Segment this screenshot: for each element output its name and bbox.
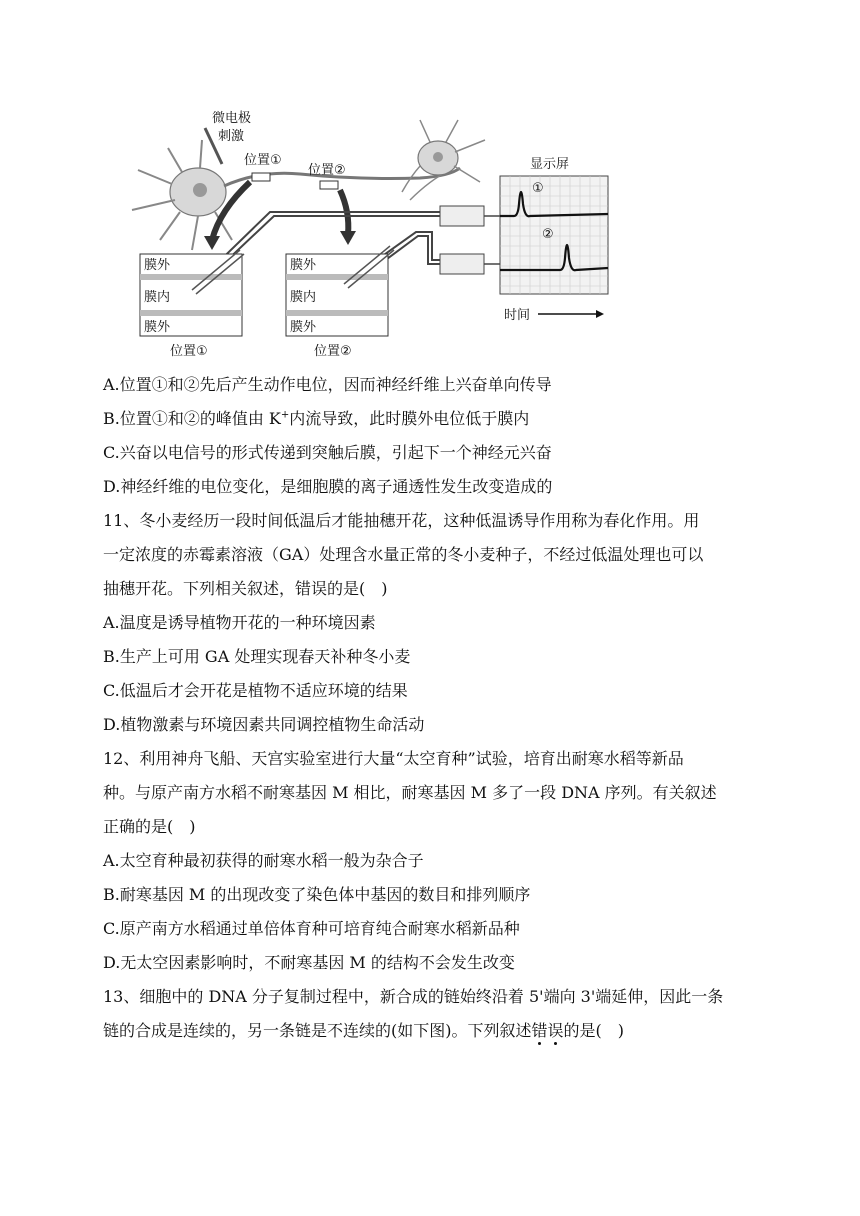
q11-stem-line3: 抽穗开花。下列相关叙述，错误的是( ) bbox=[103, 579, 388, 598]
emphasis-char-2: 误 bbox=[547, 1021, 564, 1040]
q10-option-a: A.位置①和②先后产生动作电位，因而神经纤维上兴奋单向传导 bbox=[103, 375, 552, 394]
q10-option-d: D.神经纤维的电位变化，是细胞膜的离子通透性发生改变造成的 bbox=[103, 477, 553, 496]
position1-marker bbox=[252, 173, 270, 181]
q12-stem-line3: 正确的是( ) bbox=[103, 817, 196, 836]
amplifier-2 bbox=[440, 254, 484, 274]
q13-stem-line2 bbox=[103, 1021, 763, 1041]
trace2-marker: ② bbox=[542, 227, 554, 242]
q10-option-b bbox=[103, 409, 763, 429]
q11-stem-line2: 一定浓度的赤霉素溶液（GA）处理含水量正常的冬小麦种子，不经过低温处理也可以 bbox=[103, 545, 704, 564]
q10-option-b-post: 内流导致，此时膜外电位低于膜内 bbox=[289, 409, 530, 428]
q12-stem-line2: 种。与原产南方水稻不耐寒基因 M 相比，耐寒基因 M 多了一段 DNA 序列。有关叙述 bbox=[103, 783, 717, 802]
postsynaptic-neuron bbox=[402, 120, 485, 200]
membrane-box-1 bbox=[140, 250, 244, 336]
trace1-marker: ① bbox=[532, 181, 544, 196]
position2-marker bbox=[320, 181, 338, 189]
caption-position1: 位置① bbox=[170, 344, 208, 359]
stimulus-label-2: 刺激 bbox=[218, 129, 245, 144]
box1-outside-top: 膜外 bbox=[144, 258, 171, 273]
q13-stem-line2-post: 的是( ) bbox=[563, 1021, 625, 1040]
q11-option-d: D.植物激素与环境因素共同调控植物生命活动 bbox=[103, 715, 425, 734]
stimulus-label-1: 微电极 bbox=[212, 111, 252, 126]
q11-option-a: A.温度是诱导植物开花的一种环境因素 bbox=[103, 613, 376, 632]
potassium-charge: + bbox=[280, 409, 290, 421]
time-label: 时间 bbox=[504, 308, 531, 323]
q12-option-c: C.原产南方水稻通过单倍体育种可培育纯合耐寒水稻新品种 bbox=[103, 919, 520, 938]
q11-option-b: B.生产上可用 GA 处理实现春天补种冬小麦 bbox=[103, 647, 411, 666]
position1-label: 位置① bbox=[244, 153, 282, 168]
position2-label: 位置② bbox=[308, 163, 346, 178]
q12-option-b: B.耐寒基因 M 的出现改变了染色体中基因的数目和排列顺序 bbox=[103, 885, 531, 904]
caption-position2: 位置② bbox=[314, 344, 352, 359]
q12-option-a: A.太空育种最初获得的耐寒水稻一般为杂合子 bbox=[103, 851, 424, 870]
neuron-recording-figure bbox=[120, 100, 620, 365]
box2-outside-top: 膜外 bbox=[290, 258, 317, 273]
emphasis-char-1: 错 bbox=[531, 1021, 548, 1040]
presynaptic-neuron bbox=[132, 140, 460, 250]
q11-stem-line1: 11、冬小麦经历一段时间低温后才能抽穗开花，这种低温诱导作用称为春化作用。用 bbox=[103, 511, 700, 530]
q11-option-c: C.低温后才会开花是植物不适应环境的结果 bbox=[103, 681, 408, 700]
q12-stem-line1: 12、利用神舟飞船、天宫实验室进行大量“太空育种”试验，培育出耐寒水稻等新品 bbox=[103, 749, 684, 768]
display-title: 显示屏 bbox=[530, 157, 570, 172]
q10-option-c: C.兴奋以电信号的形式传递到突触后膜，引起下一个神经元兴奋 bbox=[103, 443, 552, 462]
q12-option-d: D.无太空因素影响时，不耐寒基因 M 的结构不会发生改变 bbox=[103, 953, 515, 972]
q10-option-b-pre: B.位置①和②的峰值由 K bbox=[103, 409, 281, 428]
box2-outside-bottom: 膜外 bbox=[290, 320, 317, 335]
box1-outside-bottom: 膜外 bbox=[144, 320, 171, 335]
box2-inside: 膜内 bbox=[290, 290, 317, 305]
amplifier-1 bbox=[440, 206, 484, 226]
neuron-diagram bbox=[120, 100, 620, 365]
display-screen bbox=[500, 176, 608, 294]
box1-inside: 膜内 bbox=[144, 290, 171, 305]
q13-stem-line2-pre: 链的合成是连续的，另一条链是不连续的(如下图)。下列叙述 bbox=[103, 1021, 532, 1040]
membrane-box-2 bbox=[286, 246, 394, 336]
q13-stem-line1: 13、细胞中的 DNA 分子复制过程中，新合成的链始终沿着 5'端向 3'端延伸，因此一条 bbox=[103, 987, 724, 1006]
